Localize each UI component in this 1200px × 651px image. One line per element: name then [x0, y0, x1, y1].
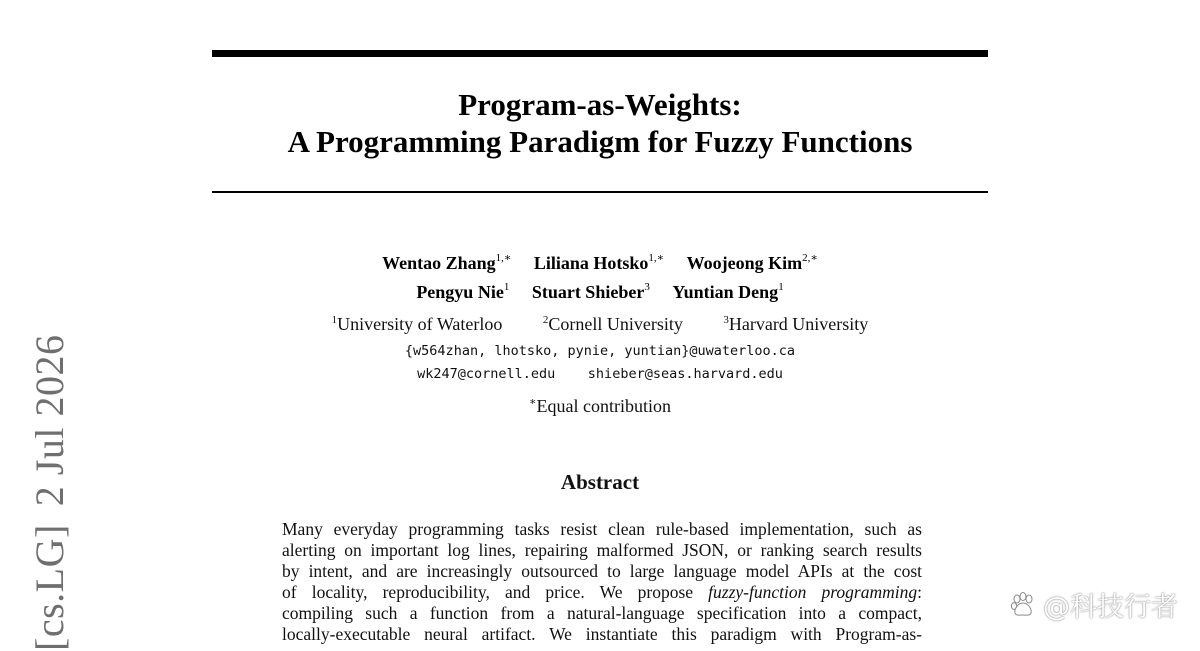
abstract-line: compiling such a function from a natural-language specification into a compact, — [282, 603, 922, 623]
title-line-2: A Programming Paradigm for Fuzzy Functions — [287, 124, 913, 159]
equal-contribution-note: ∗Equal contribution — [529, 396, 671, 416]
abstract-line: by intent, and are increasingly outsourced to large language model APIs at the cost — [282, 561, 922, 581]
abstract-body — [282, 519, 922, 645]
abstract-line: alerting on important log lines, repairing malformed JSON, or ranking search results — [282, 540, 922, 560]
watermark — [1009, 585, 1178, 624]
title-top-rule — [212, 50, 988, 57]
affiliation: $^3$Harvard University — [723, 314, 869, 334]
emphasis-term: fuzzy-function programming — [708, 582, 918, 602]
arxiv-stamp — [27, 317, 72, 651]
watermark-text: @科技行者 — [1043, 592, 1178, 623]
title-line-1: Program-as-Weights: — [458, 87, 742, 122]
arxiv-date: 2 Jul 2026 — [27, 334, 72, 507]
author: Yuntian Deng$^1$ — [672, 281, 784, 302]
title-bottom-rule — [212, 191, 988, 193]
email-line-1: {w564zhan, lhotsko, pynie, yuntian}@uwaterloo.ca — [404, 343, 796, 359]
author: Liliana Hotsko$^{1,∗}$ — [533, 252, 665, 273]
abstract-line: locally-executable neural artifact. We instantiate this paradigm with Program-as- — [282, 624, 922, 644]
abstract-line: of locality, reproducibility, and price. We propose fuzzy-function programming: — [282, 582, 922, 602]
affiliations — [212, 309, 988, 335]
paw-logo-icon — [1009, 591, 1037, 619]
affiliation: $^1$University of Waterloo — [331, 314, 503, 334]
author: Woojeong Kim$^{2,∗}$ — [686, 252, 818, 273]
author: Stuart Shieber$^3$ — [531, 281, 650, 302]
affiliation: $^2$Cornell University — [542, 314, 683, 334]
paper-title — [212, 86, 988, 160]
abstract-heading: Abstract — [560, 470, 640, 494]
author: Pengyu Nie$^1$ — [416, 281, 510, 302]
email-line-2: wk247@cornell.edu shieber@seas.harvard.edu — [417, 366, 783, 382]
authors-row-1 — [212, 248, 988, 274]
author: Wentao Zhang$^{1,∗}$ — [382, 252, 512, 273]
authors-row-2 — [212, 277, 988, 303]
abstract-line: Many everyday programming tasks resist clean rule-based implementation, such as — [282, 519, 922, 539]
arxiv-category: [cs.LG] — [27, 524, 72, 651]
